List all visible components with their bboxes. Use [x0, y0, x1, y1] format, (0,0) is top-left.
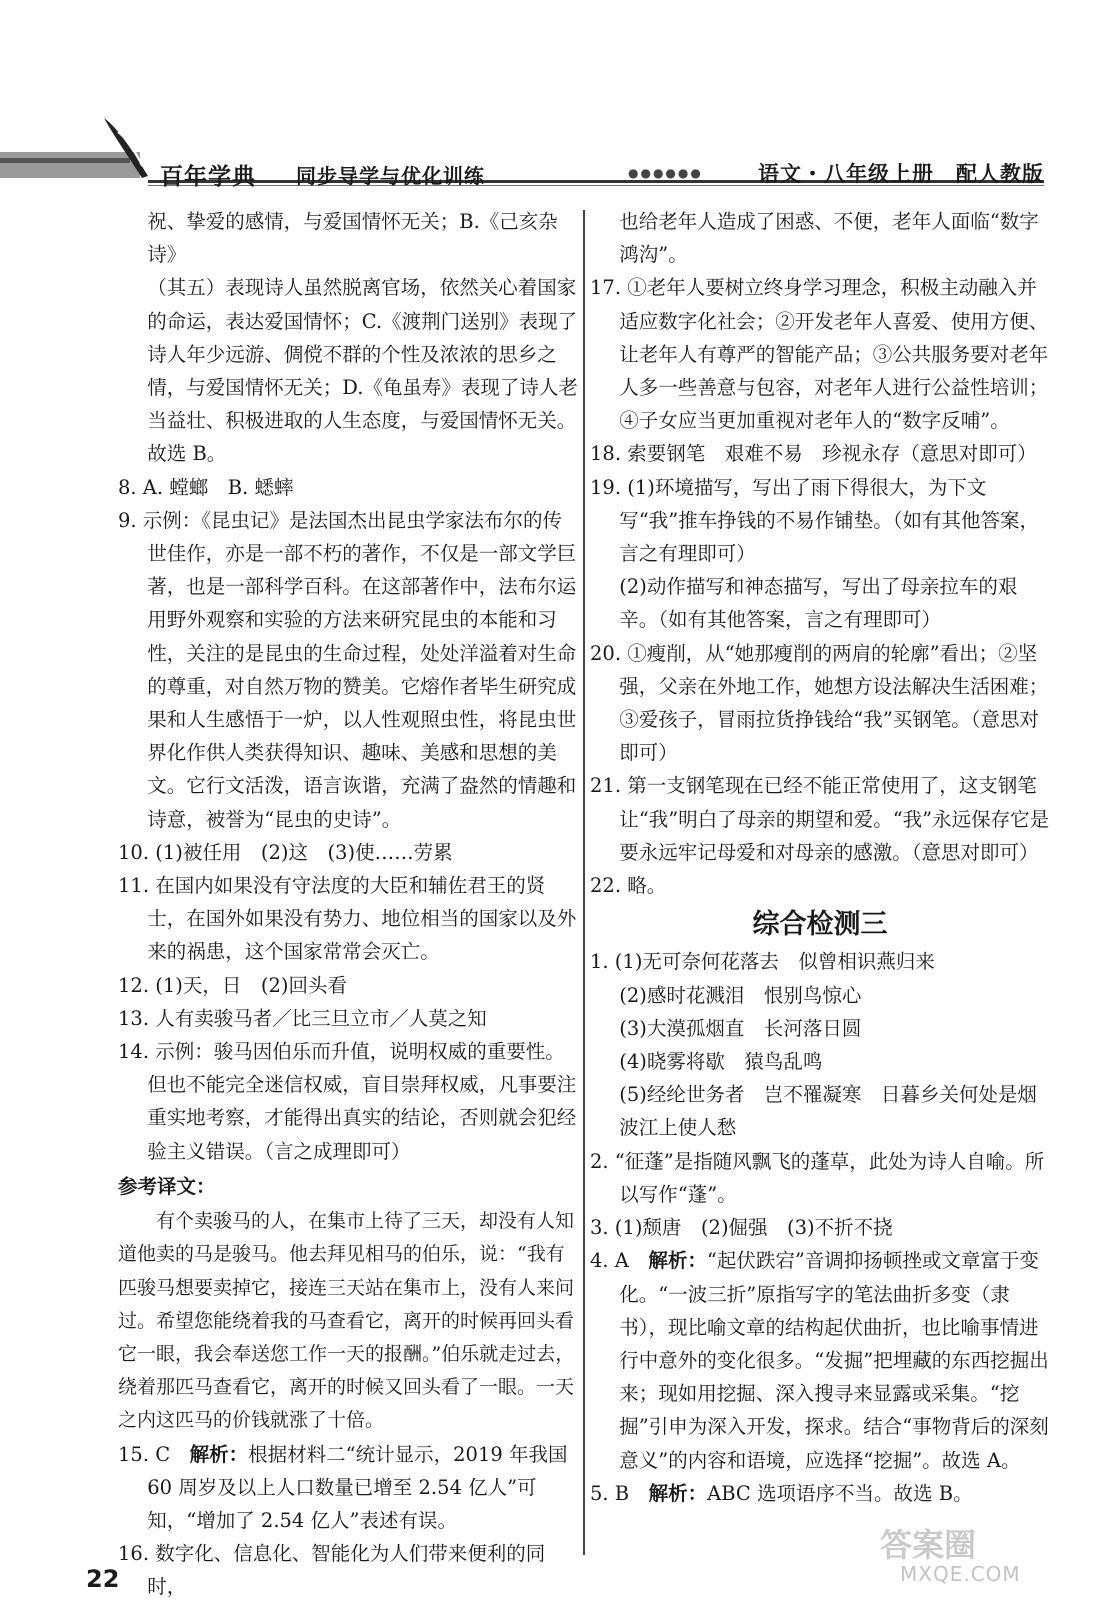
answer-7-cont-line-3: 的命运，表达爱国情怀；C.《渡荆门送别》表现了 — [147, 309, 578, 333]
answer-12: 12. (1)天，日 (2)回头看 — [118, 973, 347, 997]
test-answer-5 — [590, 1477, 1050, 1510]
answer-16: 16. 数字化、信息化、智能化为人们带来便利的同时， — [118, 1542, 546, 1599]
test-answer-4-analysis-label: 解析： — [648, 1249, 707, 1273]
watermark-logo: 答案圈 — [880, 1526, 977, 1564]
answer-14: 14. 示例：骏马因伯乐而升值，说明权威的重要性。但也不能完全迷信权威，盲目崇拜权威，凡事要注重实地考察，才能得出真实的结论，否则就会犯经验主义错误。（言之成理即可） — [118, 1040, 577, 1163]
brand-title: 百年学典 — [160, 164, 256, 190]
test-answer-4-choice: 4. A — [590, 1249, 629, 1273]
answer-16-cont: 也给老年人造成了困惑、不便，老年人面临“数字鸿沟”。 — [619, 210, 1039, 267]
answer-18: 18. 索要钢笔 艰难不易 珍视永存（意思对即可） — [590, 442, 1037, 466]
watermark-url: MXQE.COM — [900, 1562, 1021, 1586]
answer-19-part-1: 19. (1)环境描写，写出了雨下得很大，为下文写“我”推车挣钱的不易作铺垫。（如有其他答案，言之有理即可） — [590, 475, 1039, 566]
page-header — [0, 0, 1110, 200]
test-answer-1-part-2: (2)感时花溅泪 恨别鸟惊心 — [619, 983, 862, 1007]
test-answer-1-part-4: (4)晓雾将歇 猿鸟乱鸣 — [619, 1050, 823, 1074]
test-answer-1-part-3: (3)大漠孤烟直 长河落日圆 — [619, 1016, 862, 1040]
test-answer-1-part-5: (5)经纶世务者 岂不罹凝寒 日暮乡关何处是烟波江上使人愁 — [619, 1083, 1037, 1140]
test-answer-5-analysis: ABC 选项语序不当。故选 B。 — [707, 1481, 973, 1505]
test-answer-2: 2. “征蓬”是指随风飘飞的蓬草，此处为诗人自喻。所以写作“蓬”。 — [590, 1149, 1045, 1206]
answer-7-cont-line-6: 当益壮、积极进取的人生态度，与爱国情怀无关。 — [147, 409, 577, 433]
answer-15-analysis-label: 解析： — [189, 1442, 249, 1466]
page-number: 22 — [86, 1565, 120, 1593]
answer-10: 10. (1)被任用 (2)这 (3)使……劳累 — [118, 840, 453, 864]
subject-label: 语文・八年级上册 配人教版 — [758, 162, 1044, 186]
left-column — [118, 205, 578, 1604]
test-answer-5-choice: 5. B — [590, 1481, 630, 1505]
reference-translation-label: 参考译文： — [118, 1174, 216, 1198]
header-band-stripe — [0, 158, 130, 163]
test-answer-4 — [590, 1244, 1050, 1476]
section-title: 综合检测三 — [752, 909, 888, 941]
answer-7-cont-line-5: 情，与爱国情怀无关；D.《龟虽寿》表现了诗人老 — [147, 376, 578, 400]
right-column — [590, 205, 1050, 1510]
reference-translation: 有个卖骏马的人，在集市上待了三天，却没有人知道他卖的马是骏马。他去拜见相马的伯乐，说：“我有匹骏马想要卖掉它，接连三天站在集市上，没有人来问过。希望您能绕着我的马查看它，离开的时候再回头看它一眼，我会奉送您工作一天的报酬。”伯乐就走过去，绕着那匹马查看它，离开的时候又回头看了一眼。一天之内这匹马的价钱就涨了十倍。 — [118, 1210, 575, 1432]
answer-15-analysis: 根据材料二“统计显示，2019 年我国 60 周岁及以上人口数量已增至 2.54 亿人”可知，“增加了 2.54 亿人”表述有误。 — [147, 1442, 568, 1532]
column-divider — [583, 210, 585, 1555]
answer-11: 11. 在国内如果没有守法度的大臣和辅佐君王的贤士，在国外如果没有势力、地位相当的国家以及外来的祸患，这个国家常常会灭亡。 — [118, 874, 577, 964]
answer-15 — [118, 1438, 578, 1538]
answer-7-cont-line-1: 祝、挚爱的感情，与爱国情怀无关；B.《己亥杂诗》 — [147, 210, 558, 267]
test-answer-4-analysis: “起伏跌宕”音调抑扬顿挫或文章富于变化。“一波三折”原指写字的笔法曲折多变（隶书），现比喻文章的结构起伏曲折，也比喻事情进行中意外的变化很多。“发掘”把埋藏的东西挖掘出来；现如用挖掘、深入搜寻来显露或采集。“挖掘”引申为深入开发，探求。结合“事物背后的深刻意义”的内容和语境，应选择“挖掘”。故选 A。 — [619, 1249, 1049, 1472]
answer-7-cont-line-4: 诗人年少远游、倜傥不群的个性及浓浓的思乡之 — [147, 342, 557, 366]
answer-7-cont-line-2: （其五）表现诗人虽然脱离官场，依然关心着国家 — [147, 276, 577, 300]
answer-8: 8. A. 螳螂 B. 蟋蟀 — [118, 475, 294, 499]
answer-21: 21. 第一支钢笔现在已经不能正常使用了，这支钢笔让“我”明白了母亲的期望和爱。“我”永远保存它是要永远牢记母爱和对母亲的感激。（意思对即可） — [590, 774, 1050, 864]
answer-22: 22. 略。 — [590, 874, 667, 898]
answer-9: 9. 示例：《昆虫记》是法国杰出昆虫学家法布尔的传世佳作，亦是一部不朽的著作，不仅是一部文学巨著，也是一部科学百科。在这部著作中，法布尔运用野外观察和实验的方法来研究昆虫的本能和习性，关注的是昆虫的生命过程，处处洋溢着对生命的尊重，对自然万物的赞美。它熔作者毕生研究成果和人生感悟于一炉，以人性观照虫性，将昆虫世界化作供人类获得知识、趣味、美感和思想的美文。它行文活泼，语言诙谐，充满了盎然的情趣和诗意，被誉为“昆虫的史诗”。 — [118, 508, 577, 831]
answer-15-choice: 15. C — [118, 1442, 171, 1466]
answer-20: 20. ①瘦削，从“她那瘦削的两肩的轮廓”看出；②坚强，父亲在外地工作，她想方设法解决生活困难；③爱孩子，冒雨拉货挣钱给“我”买钢笔。（意思对即可） — [590, 641, 1049, 765]
test-answer-5-analysis-label: 解析： — [648, 1481, 708, 1505]
answer-7-cont-line-7: 故选 B。 — [147, 442, 227, 466]
answer-13: 13. 人有卖骏马者／比三旦立市／人莫之知 — [118, 1006, 487, 1030]
header-band — [0, 152, 140, 178]
answer-17: 17. ①老年人要树立终身学习理念，积极主动融入并适应数字化社会；②开发老年人喜爱、使用方便、让老年人有尊严的智能产品；③公共服务要对老年人多一些善意与包容，对老年人进行公益性培训；④子女应当更加重视对老年人的“数字反哺”。 — [590, 276, 1049, 433]
answer-19-part-2: (2)动作描写和神态描写，写出了母亲拉车的艰辛。（如有其他答案，言之有理即可） — [619, 575, 1018, 632]
test-answer-1-part-1: 1. (1)无可奈何花落去 似曾相识燕归来 — [590, 950, 935, 974]
series-subtitle: 同步导学与优化训练 — [296, 164, 485, 188]
header-dots: ●●●●●● — [628, 166, 703, 180]
test-answer-3: 3. (1)颓唐 (2)倔强 (3)不折不挠 — [590, 1216, 893, 1240]
